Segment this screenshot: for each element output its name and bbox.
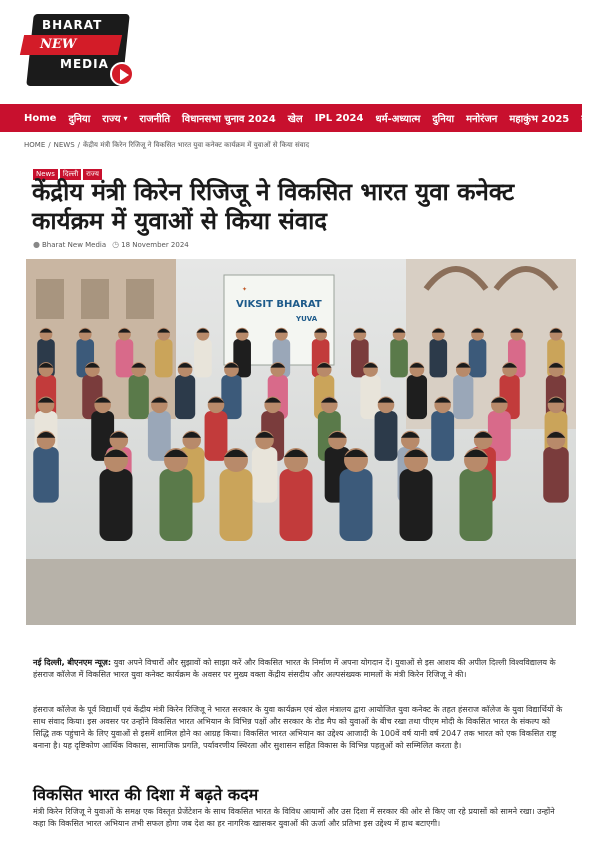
play-icon bbox=[110, 62, 134, 86]
breadcrumb-current: केंद्रीय मंत्री किरेन रिजिजू ने विकसित भारत युवा कनेक्ट कार्यक्रम में युवाओं से किया संवाद bbox=[83, 141, 310, 149]
featured-photo[interactable] bbox=[26, 259, 576, 625]
paragraph-3: मंत्री किरेन रिजिजू ने युवाओं के समक्ष एक विस्तृत प्रेजेंटेशन के साथ विकसित भारत के विविध आयामों और उस दिशा में सरकार की ओर से किए जा रहे प्रयासों को सामने रखा। उन्होंने कहा कि विकसित भारत अभियान तभी सफल होगा जब देश का हर नागरिक खासकर युवाओं की ऊर्जा और प्रतिभा इस उद्देश्य में हाथ बटाएगी। bbox=[33, 807, 555, 828]
breadcrumb-separator: / bbox=[48, 141, 51, 149]
nav-item-9[interactable] bbox=[466, 111, 497, 125]
nav-item-11[interactable] bbox=[581, 111, 593, 125]
user-icon: ● bbox=[33, 240, 40, 249]
group-photo-illustration bbox=[26, 259, 576, 625]
person-body bbox=[129, 375, 149, 419]
person-body bbox=[340, 469, 373, 541]
breadcrumb-separator: / bbox=[77, 141, 80, 149]
person-body bbox=[375, 411, 398, 461]
person-body bbox=[280, 469, 313, 541]
person-body bbox=[116, 339, 134, 377]
svg-text:✦: ✦ bbox=[242, 286, 248, 293]
chevron-down-icon: ▾ bbox=[123, 113, 128, 123]
lead-paragraph bbox=[33, 657, 565, 681]
dateline: नई दिल्ली, बीएनएम न्यूज़: bbox=[33, 658, 112, 667]
main-nav bbox=[0, 104, 593, 132]
clock-icon: ◷ bbox=[112, 240, 120, 249]
article-title: केंद्रीय मंत्री किरेन रिजिजू ने विकसित भारत युवा कनेक्ट कार्यक्रम में युवाओं से किया संवाद bbox=[32, 178, 515, 235]
date-text: 18 November 2024 bbox=[121, 241, 189, 249]
nav-item-label: Home bbox=[24, 112, 57, 124]
nav-item-0[interactable] bbox=[24, 113, 56, 124]
nav-item-label: राज्य bbox=[102, 114, 121, 125]
section-subheading: विकसित भारत की दिशा में बढ़ते कदम bbox=[33, 785, 259, 804]
person-body bbox=[543, 447, 569, 503]
person-body bbox=[33, 447, 59, 503]
person-body bbox=[390, 339, 408, 377]
breadcrumb-home[interactable]: HOME bbox=[24, 141, 46, 149]
nav-item-6[interactable] bbox=[315, 113, 364, 124]
nav-item-label: धर्म-अध्यात्म bbox=[375, 114, 421, 125]
person-body bbox=[100, 469, 133, 541]
category-badge-delhi[interactable]: दिल्ली bbox=[60, 169, 81, 180]
person-body bbox=[469, 339, 487, 377]
category-badge-news[interactable]: News bbox=[33, 169, 58, 180]
logo-text-new: NEW bbox=[40, 37, 77, 52]
breadcrumb-news[interactable]: NEWS bbox=[53, 141, 75, 149]
nav-item-label: व्या bbox=[581, 114, 593, 125]
nav-item-5[interactable] bbox=[288, 111, 303, 125]
nav-item-10[interactable] bbox=[509, 111, 569, 125]
nav-item-3[interactable] bbox=[140, 111, 171, 125]
category-badge-state[interactable]: राज्य bbox=[83, 169, 102, 180]
author[interactable] bbox=[33, 240, 106, 249]
person-body bbox=[407, 375, 427, 419]
person-body bbox=[453, 375, 473, 419]
nav-item-2[interactable] bbox=[102, 111, 127, 125]
nav-item-label: महाकुंभ 2025 bbox=[509, 114, 570, 125]
site-logo[interactable] bbox=[22, 8, 124, 86]
site-header bbox=[0, 0, 582, 104]
person-body bbox=[400, 469, 433, 541]
nav-item-label: विधानसभा चुनाव 2024 bbox=[182, 114, 276, 125]
photo-banner-line1: VIKSIT BHARAT bbox=[236, 299, 322, 310]
person-body bbox=[175, 375, 195, 419]
author-name: Bharat New Media bbox=[41, 241, 107, 249]
nav-item-label: राजनीति bbox=[139, 114, 171, 125]
article-meta bbox=[33, 240, 189, 249]
logo-text-bharat: BHARAT bbox=[42, 18, 103, 32]
person-body bbox=[205, 411, 228, 461]
nav-item-label: दुनिया bbox=[68, 114, 91, 125]
person-body bbox=[155, 339, 173, 377]
logo-text-media: MEDIA bbox=[60, 57, 109, 71]
nav-item-label: दुनिया bbox=[432, 114, 455, 125]
nav-item-1[interactable] bbox=[68, 111, 90, 125]
person-body bbox=[430, 339, 448, 377]
nav-item-4[interactable] bbox=[182, 111, 276, 125]
paragraph-2: हंसराज कॉलेज के पूर्व विद्यार्थी एवं केंद्रीय मंत्री किरेन रिजिजू ने भारत सरकार के युवा कार्यक्रम एवं खेल मंत्रालय द्वारा आयोजित युवा कनेक्ट के तहत हंसराज कॉलेज के युवा विद्यार्थियों के साथ संवाद किया। इस अवसर पर उन्होंने विकसित भारत अभियान के विभिन्न पक्षों और सरकार के रोड मैप को युवाओं के बीच रखा तथा पीएम मोदी के विकसित भारत के संकल्प को सिद्धि तक पहुंचाने के लिए युवाओं से इसमें शामिल होने का आग्रह किया। विकसित भारत अभियान का उद्देश्य आजादी के 100वें वर्ष यानी वर्ष 2047 तक भारत को एक विकसित राष्ट्र बनाना है। यह दृष्टिकोण आर्थिक विकास, सामाजिक प्रगति, पर्यावरणीय स्थिरता और सुशासन सहित विकास के विभिन्न पहलुओं को सम्मिलित करता है। bbox=[33, 705, 563, 750]
publish-date bbox=[112, 240, 189, 249]
lead-text: युवा अपने विचारों और सुझावों को साझा करें और विकसित भारत के निर्माण में अपना योगदान दें। युवाओं से इस आशय की अपील दिल्ली विश्वविद्यालय के हंसराज कॉलेज में विकसित भारत युवा कनेक्ट कार्यक्रम के अवसर पर मुख्य वक्ता केंद्रीय संसदीय और अल्पसंख्यक मामलों के मंत्री किरेन रिजिजू ने की। bbox=[33, 658, 556, 679]
nav-item-8[interactable] bbox=[432, 111, 454, 125]
nav-item-label: खेल bbox=[287, 114, 303, 125]
breadcrumb bbox=[24, 141, 312, 150]
nav-item-7[interactable] bbox=[375, 111, 420, 125]
photo-banner-line2: YUVA bbox=[296, 315, 318, 323]
person-body bbox=[431, 411, 454, 461]
person-body bbox=[220, 469, 253, 541]
person-body bbox=[194, 339, 212, 377]
person-body bbox=[252, 447, 278, 503]
nav-item-label: IPL 2024 bbox=[314, 112, 364, 124]
nav-item-label: मनोरंजन bbox=[466, 114, 498, 125]
person-body bbox=[460, 469, 493, 541]
person-body bbox=[160, 469, 193, 541]
